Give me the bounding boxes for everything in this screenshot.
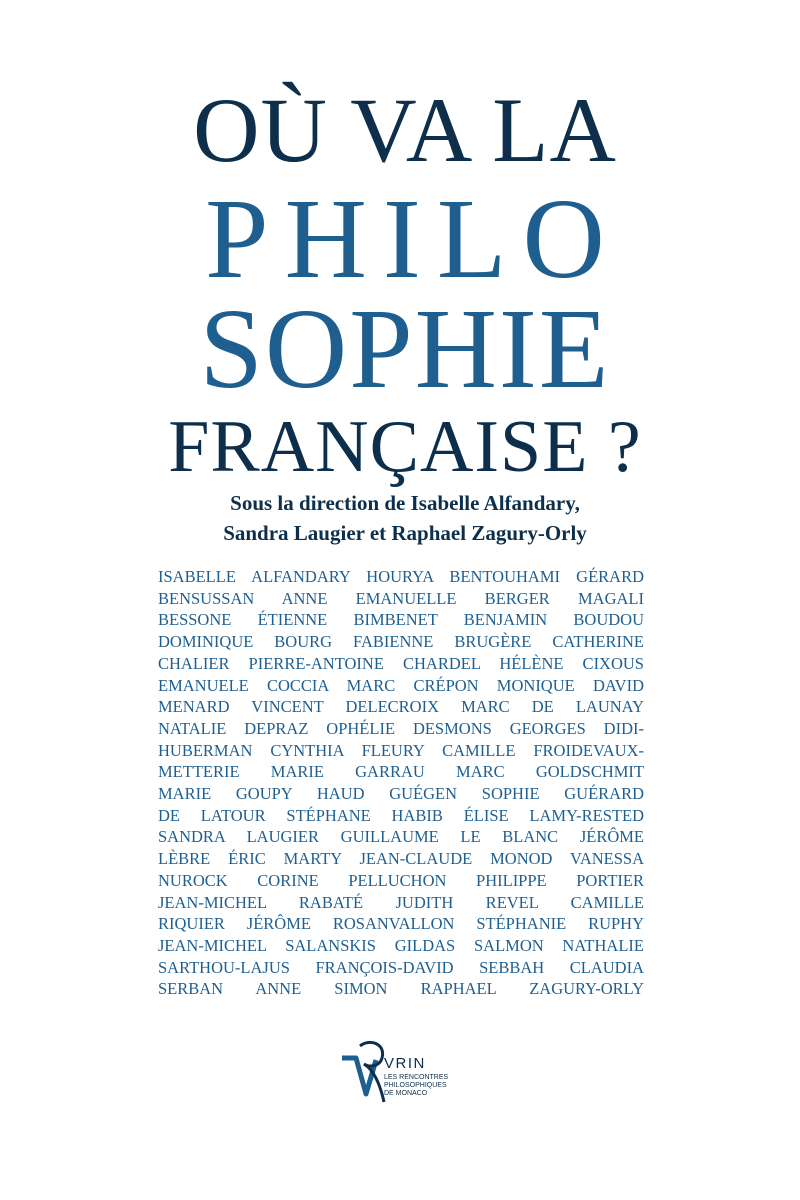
contributors-row: SANDRA LAUGIER GUILLAUME LE BLANC JÉRÔME	[158, 827, 644, 847]
contributors-row: BESSONE ÉTIENNE BIMBENET BENJAMIN BOUDOU	[158, 610, 644, 630]
publisher-series-line: LES RENCONTRES	[384, 1074, 449, 1081]
title-line-1: OÙ VA LA	[193, 79, 617, 181]
contributors-row: LÈBRE ÉRIC MARTY JEAN-CLAUDE MONOD VANESSA	[158, 849, 644, 869]
publisher-series	[384, 1074, 448, 1098]
editors-line-2: Sandra Laugier et Raphael Zagury-Orly	[223, 521, 587, 545]
contributors-row: ISABELLE ALFANDARY HOURYA BENTOUHAMI GÉRARD	[158, 567, 644, 586]
publisher-name: VRIN	[384, 1055, 426, 1072]
contributors-row: BENSUSSAN ANNE EMANUELLE BERGER MAGALI	[158, 588, 644, 608]
contributors-row: JEAN-MICHEL RABATÉ JUDITH REVEL CAMILLE	[158, 892, 644, 912]
contributors-row: NATALIE DEPRAZ OPHÉLIE DESMONS GEORGES DIDI-	[158, 718, 644, 738]
contributors-row: METTERIE MARIE GARRAU MARC GOLDSCHMIT	[158, 762, 644, 782]
contributors-list	[158, 566, 644, 1000]
contributors-row: DOMINIQUE BOURG FABIENNE BRUGÈRE CATHERINE	[158, 632, 644, 652]
contributors-row: RIQUIER JÉRÔME ROSANVALLON STÉPHANIE RUPHY	[158, 914, 644, 934]
contributors-row: CHALIER PIERRE-ANTOINE CHARDEL HÉLÈNE CIXOUS	[158, 653, 644, 673]
contributors-row: NUROCK CORINE PELLUCHON PHILIPPE PORTIER	[158, 870, 644, 890]
contributors-row: HUBERMAN CYNTHIA FLEURY CAMILLE FROIDEVAUX-	[158, 740, 644, 760]
contributors-row: DE LATOUR STÉPHANE HABIB ÉLISE LAMY-RESTED	[158, 805, 644, 825]
publisher-series-line: DE MONACO	[384, 1090, 428, 1097]
contributors-row: MENARD VINCENT DELECROIX MARC DE LAUNAY	[158, 697, 644, 717]
book-title	[150, 79, 660, 488]
contributors-row: MARIE GOUPY HAUD GUÉGEN SOPHIE GUÉRARD	[158, 784, 644, 804]
contributors-row: EMANUELE COCCIA MARC CRÉPON MONIQUE DAVID	[158, 675, 644, 695]
publisher-series-line: PHILOSOPHIQUES	[384, 1082, 447, 1089]
title-line-4: FRANÇAISE ?	[168, 406, 642, 488]
editors-credit	[150, 488, 660, 548]
contributors-row: SARTHOU-LAJUS FRANÇOIS-DAVID SEBBAH CLAUDIA	[158, 957, 644, 977]
contributors-row: JEAN-MICHEL SALANSKIS GILDAS SALMON NATHALIE	[158, 935, 644, 955]
contributors-row: SERBAN ANNE SIMON RAPHAEL ZAGURY-ORLY	[158, 979, 644, 999]
title-line-2: PHILO	[205, 175, 621, 302]
title-line-3: SOPHIE	[199, 285, 611, 412]
publisher-logo	[340, 1040, 470, 1130]
editors-line-1: Sous la direction de Isabelle Alfandary,	[230, 491, 580, 515]
